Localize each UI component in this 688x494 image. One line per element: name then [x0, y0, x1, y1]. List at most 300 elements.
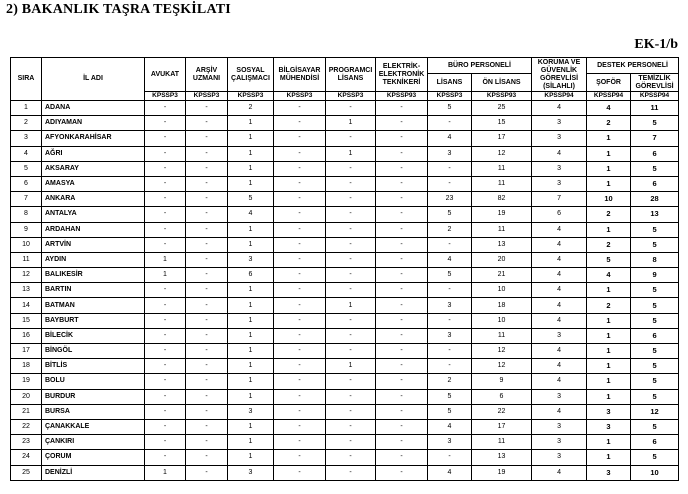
- cell-sira: 5: [11, 161, 42, 176]
- cell-sira: 19: [11, 374, 42, 389]
- kpss-cell: KPSSP3: [145, 92, 186, 101]
- cell-avukat: -: [145, 237, 186, 252]
- cell-buro-lisans: 3: [428, 435, 472, 450]
- header-elektrik: ELEKTRİK-ELEKTRONİK TEKNİKERİ: [376, 58, 428, 92]
- table-row: [11, 222, 679, 237]
- cell-buro-lisans: -: [428, 176, 472, 191]
- cell-koruma: 3: [532, 176, 587, 191]
- cell-buro-lisans: 5: [428, 268, 472, 283]
- cell-koruma: 4: [532, 404, 587, 419]
- cell-sosyal: 1: [228, 116, 274, 131]
- cell-avukat: -: [145, 222, 186, 237]
- cell-buro-onlisans: 11: [472, 328, 532, 343]
- cell-bilgisayar: -: [274, 252, 326, 267]
- cell-buro-onlisans: 6: [472, 389, 532, 404]
- cell-buro-onlisans: 12: [472, 146, 532, 161]
- table-row: [11, 192, 679, 207]
- cell-buro-onlisans: 10: [472, 283, 532, 298]
- cell-koruma: 3: [532, 450, 587, 465]
- cell-elektrik: -: [376, 389, 428, 404]
- cell-elektrik: -: [376, 283, 428, 298]
- cell-arsiv: -: [186, 207, 228, 222]
- cell-il-adi: ADIYAMAN: [42, 116, 145, 131]
- cell-elektrik: -: [376, 252, 428, 267]
- cell-sosyal: 1: [228, 435, 274, 450]
- cell-koruma: 4: [532, 101, 587, 116]
- cell-il-adi: BURSA: [42, 404, 145, 419]
- cell-bilgisayar: -: [274, 389, 326, 404]
- cell-arsiv: -: [186, 419, 228, 434]
- cell-arsiv: -: [186, 268, 228, 283]
- cell-koruma: 4: [532, 268, 587, 283]
- cell-bilgisayar: -: [274, 313, 326, 328]
- cell-sofor: 1: [587, 328, 631, 343]
- cell-temizlik: 5: [631, 237, 679, 252]
- cell-temizlik: 6: [631, 146, 679, 161]
- cell-buro-onlisans: 15: [472, 116, 532, 131]
- cell-avukat: -: [145, 344, 186, 359]
- cell-sosyal: 1: [228, 344, 274, 359]
- header-bilgisayar: BİLGİSAYAR MÜHENDİSİ: [274, 58, 326, 92]
- cell-buro-lisans: 2: [428, 222, 472, 237]
- cell-temizlik: 13: [631, 207, 679, 222]
- kpss-cell: KPSSP94: [587, 92, 631, 101]
- cell-il-adi: ÇANAKKALE: [42, 419, 145, 434]
- cell-avukat: -: [145, 283, 186, 298]
- cell-programci: -: [326, 344, 376, 359]
- cell-sofor: 1: [587, 283, 631, 298]
- cell-programci: -: [326, 283, 376, 298]
- cell-sosyal: 1: [228, 450, 274, 465]
- cell-buro-onlisans: 17: [472, 131, 532, 146]
- cell-sofor: 4: [587, 101, 631, 116]
- table-row: [11, 404, 679, 419]
- cell-buro-onlisans: 20: [472, 252, 532, 267]
- table-row: [11, 283, 679, 298]
- cell-buro-onlisans: 11: [472, 161, 532, 176]
- header-temizlik: TEMİZLİK GÖREVLİSİ: [631, 74, 679, 92]
- header-sira: SIRA: [11, 58, 42, 101]
- annex-code: EK-1/b: [634, 37, 678, 52]
- cell-arsiv: -: [186, 450, 228, 465]
- cell-bilgisayar: -: [274, 237, 326, 252]
- cell-sira: 21: [11, 404, 42, 419]
- cell-buro-lisans: 3: [428, 146, 472, 161]
- cell-arsiv: -: [186, 359, 228, 374]
- staff-table: [10, 57, 679, 481]
- header-koruma: KORUMA VE GÜVENLİK GÖREVLİSİ (SİLAHLI): [532, 58, 587, 92]
- table-row: [11, 116, 679, 131]
- cell-arsiv: -: [186, 344, 228, 359]
- cell-buro-onlisans: 11: [472, 176, 532, 191]
- cell-sira: 11: [11, 252, 42, 267]
- cell-sira: 23: [11, 435, 42, 450]
- cell-avukat: 1: [145, 252, 186, 267]
- cell-bilgisayar: -: [274, 435, 326, 450]
- cell-temizlik: 5: [631, 298, 679, 313]
- page-title: 2) BAKANLIK TAŞRA TEŞKİLATI: [6, 2, 231, 17]
- cell-sosyal: 3: [228, 404, 274, 419]
- cell-temizlik: 10: [631, 465, 679, 480]
- kpss-cell: KPSSP94: [631, 92, 679, 101]
- cell-avukat: -: [145, 359, 186, 374]
- cell-sosyal: 3: [228, 465, 274, 480]
- cell-bilgisayar: -: [274, 465, 326, 480]
- cell-sofor: 1: [587, 176, 631, 191]
- cell-avukat: -: [145, 146, 186, 161]
- cell-sofor: 1: [587, 146, 631, 161]
- cell-sosyal: 1: [228, 176, 274, 191]
- cell-buro-lisans: 5: [428, 101, 472, 116]
- cell-temizlik: 12: [631, 404, 679, 419]
- cell-il-adi: ANTALYA: [42, 207, 145, 222]
- cell-programci: 1: [326, 146, 376, 161]
- cell-elektrik: -: [376, 237, 428, 252]
- cell-sira: 16: [11, 328, 42, 343]
- cell-koruma: 4: [532, 237, 587, 252]
- cell-koruma: 3: [532, 419, 587, 434]
- cell-sira: 15: [11, 313, 42, 328]
- cell-sosyal: 6: [228, 268, 274, 283]
- cell-programci: -: [326, 207, 376, 222]
- cell-buro-onlisans: 10: [472, 313, 532, 328]
- cell-arsiv: -: [186, 161, 228, 176]
- table-row: [11, 465, 679, 480]
- cell-sira: 17: [11, 344, 42, 359]
- cell-koruma: 3: [532, 435, 587, 450]
- cell-buro-lisans: -: [428, 344, 472, 359]
- cell-buro-onlisans: 19: [472, 465, 532, 480]
- cell-temizlik: 5: [631, 313, 679, 328]
- cell-elektrik: -: [376, 328, 428, 343]
- cell-temizlik: 5: [631, 419, 679, 434]
- cell-bilgisayar: -: [274, 116, 326, 131]
- cell-koruma: 4: [532, 465, 587, 480]
- cell-elektrik: -: [376, 298, 428, 313]
- cell-il-adi: AĞRI: [42, 146, 145, 161]
- table-row: [11, 146, 679, 161]
- cell-buro-onlisans: 9: [472, 374, 532, 389]
- kpss-cell: KPSSP3: [186, 92, 228, 101]
- cell-il-adi: AFYONKARAHİSAR: [42, 131, 145, 146]
- cell-buro-lisans: -: [428, 359, 472, 374]
- cell-avukat: -: [145, 328, 186, 343]
- cell-koruma: 4: [532, 222, 587, 237]
- cell-elektrik: -: [376, 344, 428, 359]
- cell-sofor: 1: [587, 450, 631, 465]
- cell-programci: -: [326, 389, 376, 404]
- cell-elektrik: -: [376, 146, 428, 161]
- cell-buro-onlisans: 11: [472, 222, 532, 237]
- cell-bilgisayar: -: [274, 328, 326, 343]
- cell-elektrik: -: [376, 313, 428, 328]
- cell-programci: -: [326, 176, 376, 191]
- cell-bilgisayar: -: [274, 298, 326, 313]
- cell-sosyal: 1: [228, 146, 274, 161]
- cell-elektrik: -: [376, 161, 428, 176]
- cell-buro-lisans: -: [428, 450, 472, 465]
- cell-il-adi: BURDUR: [42, 389, 145, 404]
- cell-avukat: -: [145, 116, 186, 131]
- cell-temizlik: 5: [631, 389, 679, 404]
- cell-sofor: 1: [587, 131, 631, 146]
- cell-il-adi: BİLECİK: [42, 328, 145, 343]
- cell-il-adi: BOLU: [42, 374, 145, 389]
- cell-sira: 13: [11, 283, 42, 298]
- cell-koruma: 4: [532, 313, 587, 328]
- cell-sofor: 3: [587, 419, 631, 434]
- cell-programci: -: [326, 268, 376, 283]
- cell-bilgisayar: -: [274, 268, 326, 283]
- cell-arsiv: -: [186, 374, 228, 389]
- cell-avukat: -: [145, 404, 186, 419]
- cell-bilgisayar: -: [274, 374, 326, 389]
- cell-elektrik: -: [376, 359, 428, 374]
- cell-arsiv: -: [186, 404, 228, 419]
- table-row: [11, 131, 679, 146]
- cell-buro-lisans: 23: [428, 192, 472, 207]
- cell-sira: 20: [11, 389, 42, 404]
- cell-sira: 24: [11, 450, 42, 465]
- cell-temizlik: 5: [631, 283, 679, 298]
- cell-sosyal: 1: [228, 313, 274, 328]
- cell-buro-lisans: -: [428, 283, 472, 298]
- cell-arsiv: -: [186, 101, 228, 116]
- cell-programci: -: [326, 313, 376, 328]
- cell-arsiv: -: [186, 298, 228, 313]
- cell-sosyal: 1: [228, 222, 274, 237]
- cell-bilgisayar: -: [274, 344, 326, 359]
- cell-buro-lisans: 3: [428, 328, 472, 343]
- cell-sira: 6: [11, 176, 42, 191]
- cell-koruma: 3: [532, 161, 587, 176]
- cell-sira: 8: [11, 207, 42, 222]
- cell-temizlik: 5: [631, 222, 679, 237]
- cell-avukat: 1: [145, 465, 186, 480]
- cell-buro-onlisans: 13: [472, 237, 532, 252]
- cell-programci: -: [326, 237, 376, 252]
- cell-sofor: 1: [587, 313, 631, 328]
- cell-programci: 1: [326, 359, 376, 374]
- cell-sofor: 2: [587, 116, 631, 131]
- cell-arsiv: -: [186, 116, 228, 131]
- cell-bilgisayar: -: [274, 404, 326, 419]
- cell-sira: 2: [11, 116, 42, 131]
- cell-sofor: 3: [587, 404, 631, 419]
- cell-avukat: -: [145, 161, 186, 176]
- cell-sofor: 1: [587, 359, 631, 374]
- cell-avukat: 1: [145, 268, 186, 283]
- cell-sira: 10: [11, 237, 42, 252]
- cell-buro-lisans: 4: [428, 419, 472, 434]
- cell-temizlik: 5: [631, 374, 679, 389]
- cell-programci: -: [326, 419, 376, 434]
- cell-bilgisayar: -: [274, 359, 326, 374]
- kpss-cell: KPSSP3: [428, 92, 472, 101]
- cell-buro-lisans: 4: [428, 131, 472, 146]
- cell-elektrik: -: [376, 450, 428, 465]
- cell-sira: 18: [11, 359, 42, 374]
- cell-buro-lisans: -: [428, 313, 472, 328]
- cell-avukat: -: [145, 131, 186, 146]
- cell-avukat: -: [145, 435, 186, 450]
- cell-sofor: 2: [587, 298, 631, 313]
- cell-il-adi: BİNGÖL: [42, 344, 145, 359]
- kpss-cell: KPSSP3: [326, 92, 376, 101]
- cell-sira: 12: [11, 268, 42, 283]
- cell-buro-lisans: 3: [428, 298, 472, 313]
- cell-sira: 7: [11, 192, 42, 207]
- cell-il-adi: BİTLİS: [42, 359, 145, 374]
- cell-temizlik: 5: [631, 344, 679, 359]
- cell-sosyal: 1: [228, 328, 274, 343]
- cell-buro-lisans: -: [428, 116, 472, 131]
- cell-arsiv: -: [186, 313, 228, 328]
- header-sosyal: SOSYAL ÇALIŞMACI: [228, 58, 274, 92]
- cell-elektrik: -: [376, 131, 428, 146]
- cell-sosyal: 1: [228, 374, 274, 389]
- cell-programci: -: [326, 192, 376, 207]
- cell-sofor: 1: [587, 161, 631, 176]
- cell-koruma: 3: [532, 389, 587, 404]
- cell-il-adi: ADANA: [42, 101, 145, 116]
- cell-elektrik: -: [376, 404, 428, 419]
- table-row: [11, 298, 679, 313]
- cell-elektrik: -: [376, 192, 428, 207]
- cell-buro-onlisans: 25: [472, 101, 532, 116]
- cell-buro-onlisans: 18: [472, 298, 532, 313]
- cell-sofor: 4: [587, 268, 631, 283]
- cell-arsiv: -: [186, 131, 228, 146]
- cell-programci: -: [326, 328, 376, 343]
- cell-sofor: 3: [587, 465, 631, 480]
- cell-sosyal: 1: [228, 359, 274, 374]
- cell-buro-onlisans: 13: [472, 450, 532, 465]
- cell-temizlik: 5: [631, 161, 679, 176]
- cell-avukat: -: [145, 207, 186, 222]
- cell-sira: 1: [11, 101, 42, 116]
- cell-sofor: 1: [587, 222, 631, 237]
- cell-sofor: 1: [587, 374, 631, 389]
- header-destek: DESTEK PERSONELİ: [587, 58, 679, 74]
- cell-programci: 1: [326, 116, 376, 131]
- cell-sosyal: 4: [228, 207, 274, 222]
- cell-buro-lisans: 5: [428, 389, 472, 404]
- cell-temizlik: 9: [631, 268, 679, 283]
- cell-arsiv: -: [186, 389, 228, 404]
- cell-arsiv: -: [186, 283, 228, 298]
- cell-il-adi: ÇORUM: [42, 450, 145, 465]
- cell-buro-lisans: 5: [428, 207, 472, 222]
- cell-programci: -: [326, 161, 376, 176]
- cell-buro-onlisans: 19: [472, 207, 532, 222]
- cell-sosyal: 1: [228, 131, 274, 146]
- cell-il-adi: DENİZLİ: [42, 465, 145, 480]
- cell-koruma: 7: [532, 192, 587, 207]
- cell-programci: -: [326, 374, 376, 389]
- cell-sosyal: 1: [228, 298, 274, 313]
- cell-sosyal: 1: [228, 389, 274, 404]
- table-row: [11, 374, 679, 389]
- cell-sira: 4: [11, 146, 42, 161]
- cell-sofor: 5: [587, 252, 631, 267]
- cell-sosyal: 3: [228, 252, 274, 267]
- cell-temizlik: 6: [631, 435, 679, 450]
- cell-buro-onlisans: 12: [472, 359, 532, 374]
- cell-sosyal: 2: [228, 101, 274, 116]
- cell-elektrik: -: [376, 419, 428, 434]
- cell-bilgisayar: -: [274, 101, 326, 116]
- cell-koruma: 4: [532, 359, 587, 374]
- cell-elektrik: -: [376, 374, 428, 389]
- table-row: [11, 450, 679, 465]
- cell-arsiv: -: [186, 192, 228, 207]
- cell-sira: 3: [11, 131, 42, 146]
- cell-sira: 22: [11, 419, 42, 434]
- cell-avukat: -: [145, 389, 186, 404]
- header-arsiv: ARŞİV UZMANI: [186, 58, 228, 92]
- header-avukat: AVUKAT: [145, 58, 186, 92]
- kpss-cell: KPSSP3: [228, 92, 274, 101]
- header-sofor: ŞOFÖR: [587, 74, 631, 92]
- cell-programci: -: [326, 435, 376, 450]
- cell-elektrik: -: [376, 116, 428, 131]
- cell-arsiv: -: [186, 146, 228, 161]
- cell-programci: -: [326, 465, 376, 480]
- cell-temizlik: 5: [631, 116, 679, 131]
- cell-koruma: 4: [532, 298, 587, 313]
- cell-elektrik: -: [376, 268, 428, 283]
- table-row: [11, 419, 679, 434]
- cell-sosyal: 1: [228, 237, 274, 252]
- table-row: [11, 389, 679, 404]
- table-row: [11, 359, 679, 374]
- cell-temizlik: 7: [631, 131, 679, 146]
- cell-koruma: 3: [532, 328, 587, 343]
- header-programci: PROGRAMCI LİSANS: [326, 58, 376, 92]
- cell-sofor: 2: [587, 207, 631, 222]
- cell-koruma: 3: [532, 131, 587, 146]
- cell-buro-lisans: 5: [428, 404, 472, 419]
- cell-bilgisayar: -: [274, 222, 326, 237]
- kpss-cell: KPSSP93: [376, 92, 428, 101]
- cell-bilgisayar: -: [274, 146, 326, 161]
- cell-temizlik: 5: [631, 359, 679, 374]
- cell-sosyal: 1: [228, 419, 274, 434]
- cell-avukat: -: [145, 101, 186, 116]
- cell-sofor: 1: [587, 389, 631, 404]
- cell-il-adi: AMASYA: [42, 176, 145, 191]
- kpss-cell: KPSSP3: [274, 92, 326, 101]
- cell-koruma: 4: [532, 283, 587, 298]
- table-row: [11, 176, 679, 191]
- table-row: [11, 268, 679, 283]
- cell-buro-lisans: 4: [428, 465, 472, 480]
- cell-avukat: -: [145, 450, 186, 465]
- cell-arsiv: -: [186, 328, 228, 343]
- cell-bilgisayar: -: [274, 161, 326, 176]
- table-row: [11, 161, 679, 176]
- cell-bilgisayar: -: [274, 176, 326, 191]
- cell-programci: 1: [326, 298, 376, 313]
- cell-programci: -: [326, 101, 376, 116]
- cell-avukat: -: [145, 176, 186, 191]
- cell-il-adi: AKSARAY: [42, 161, 145, 176]
- cell-sira: 9: [11, 222, 42, 237]
- table-row: [11, 328, 679, 343]
- cell-programci: -: [326, 222, 376, 237]
- cell-elektrik: -: [376, 435, 428, 450]
